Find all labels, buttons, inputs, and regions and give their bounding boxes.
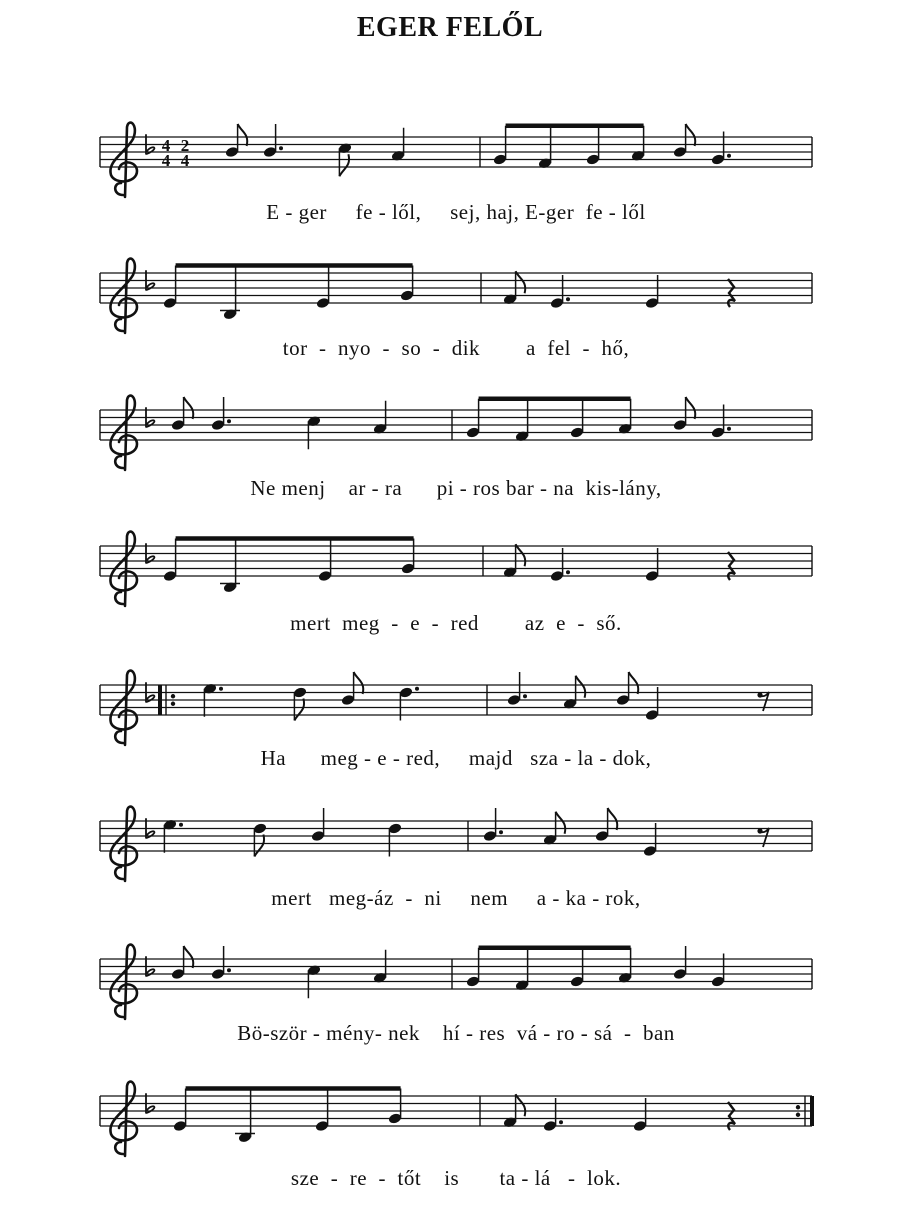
lyrics-line-5: Ha meg - e - red, majd sza - la - dok,: [260, 746, 652, 770]
time-sig-a-top: 4: [161, 136, 171, 155]
augmentation-dot: [559, 1120, 563, 1124]
lyrics-line-2: tor - nyo - so - dik a fel - hő,: [282, 336, 630, 360]
staff-system-6: [100, 807, 812, 910]
augmentation-dot: [179, 823, 183, 827]
augmentation-dot: [499, 830, 503, 834]
time-sig-b-bottom: 4: [180, 151, 190, 170]
repeat-dot: [171, 694, 175, 698]
lyrics-line-7: Bö-ször - mény- nek hí - res vá - ro - sá - ban: [237, 1021, 675, 1045]
lyrics-line-4: mert meg - e - red az e - ső.: [290, 611, 622, 635]
lyrics-line-8: sze - re - tőt is ta - lá - lok.: [290, 1166, 622, 1190]
augmentation-dot: [727, 154, 731, 158]
staff-systems: [100, 123, 812, 1190]
song-title: EGER FELŐL: [356, 12, 544, 43]
note-flag: [576, 676, 586, 698]
augmentation-dot: [219, 687, 223, 691]
staff-system-3: [100, 396, 812, 500]
augmentation-dot: [415, 687, 419, 691]
augmentation-dot: [227, 968, 231, 972]
note-flag: [556, 812, 566, 834]
time-sig-b-top: 2: [180, 136, 190, 155]
augmentation-dot: [566, 570, 570, 574]
note-flag: [238, 124, 248, 146]
note-flag: [254, 835, 264, 857]
staff-system-2: [100, 259, 812, 360]
note-flag: [608, 808, 618, 830]
lyrics-line-1: E - ger fe - lől, sej, haj, E-ger fe - lől: [266, 200, 646, 224]
staff-system-1: [100, 123, 812, 224]
staff-system-7: [100, 945, 812, 1045]
note-flag: [629, 672, 639, 694]
augmentation-dot: [727, 427, 731, 431]
note-flag: [294, 699, 304, 721]
lyrics-line-3: Ne menj ar - ra pi - ros bar - na kis-lány,: [250, 476, 662, 500]
note-flag: [184, 946, 194, 968]
note-flag: [686, 124, 696, 146]
time-sig-a-bottom: 4: [161, 151, 171, 170]
staff-system-5: [100, 671, 812, 770]
augmentation-dot: [523, 694, 527, 698]
repeat-dot: [796, 1105, 800, 1109]
note-flag: [339, 154, 349, 176]
note-flag: [354, 672, 364, 694]
augmentation-dot: [279, 146, 283, 150]
note-flag: [516, 544, 526, 566]
augmentation-dot: [227, 419, 231, 423]
note-flag: [516, 1094, 526, 1116]
note-flag: [184, 397, 194, 419]
staff-system-4: [100, 532, 812, 635]
note-flag: [686, 397, 696, 419]
note-flag: [516, 271, 526, 293]
repeat-dot: [796, 1113, 800, 1117]
repeat-dot: [171, 702, 175, 706]
staff-system-8: [100, 1082, 812, 1190]
augmentation-dot: [566, 297, 570, 301]
lyrics-line-6: mert meg-áz - ni nem a - ka - rok,: [271, 886, 641, 910]
